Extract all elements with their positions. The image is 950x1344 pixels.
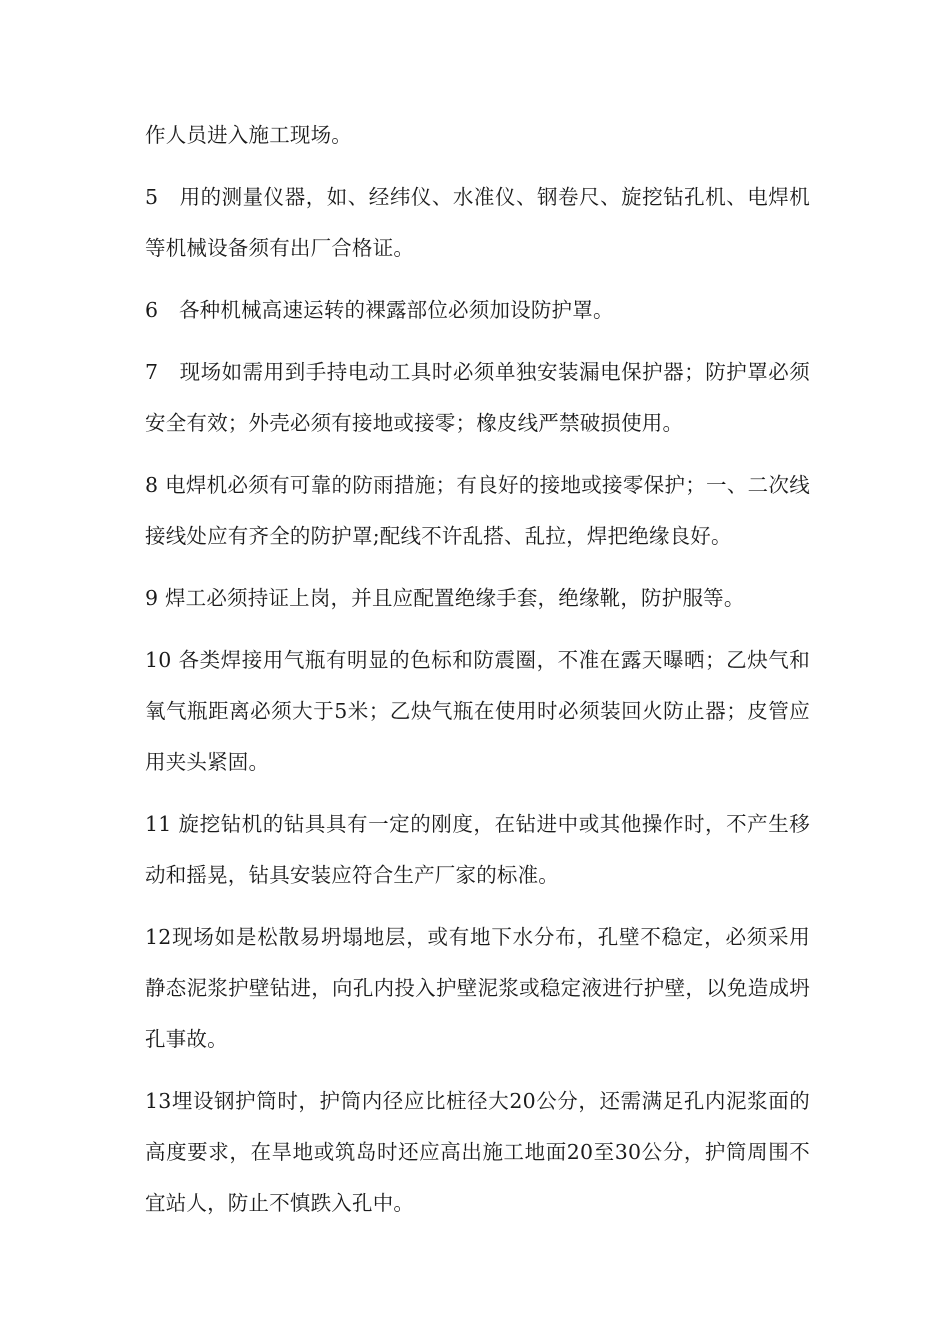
paragraph-item-10: 10 各类焊接用气瓶有明显的色标和防震圈，不准在露天曝晒；乙炔气和氧气瓶距离必须大于5米；乙炔气瓶在使用时必须装回火防止器；皮管应用夹头紧固。 [145, 648, 810, 774]
paragraph-item-12: 12现场如是松散易坍塌地层，或有地下水分布，孔壁不稳定，必须采用静态泥浆护壁钻进，向孔内投入护壁泥浆或稳定液进行护壁，以免造成坍孔事故。 [145, 925, 810, 1051]
paragraph-item-7: 7 现场如需用到手持电动工具时必须单独安装漏电保护器；防护罩必须安全有效；外壳必须有接地或接零；橡皮线严禁破损使用。 [145, 360, 810, 435]
paragraph-item-5: 5 用的测量仪器，如、经纬仪、水准仪、钢卷尺、旋挖钻孔机、电焊机等机械设备须有出厂合格证。 [145, 185, 810, 260]
paragraph-item-9: 9 焊工必须持证上岗，并且应配置绝缘手套，绝缘靴，防护服等。 [145, 586, 745, 610]
paragraph-item-11: 11 旋挖钻机的钻具具有一定的刚度，在钻进中或其他操作时，不产生移动和摇晃，钻具安装应符合生产厂家的标准。 [145, 812, 810, 887]
document-body [145, 110, 810, 1240]
paragraph-continuation: 作人员进入施工现场。 [145, 123, 352, 147]
paragraph-item-8: 8 电焊机必须有可靠的防雨措施；有良好的接地或接零保护；一、二次线接线处应有齐全的防护罩;配线不许乱搭、乱拉，焊把绝缘良好。 [145, 473, 810, 548]
paragraph-item-6: 6 各种机械高速运转的裸露部位必须加设防护罩。 [145, 298, 614, 322]
paragraph-item-13: 13埋设钢护筒时，护筒内径应比桩径大20公分，还需满足孔内泥浆面的高度要求，在旱地或筑岛时还应高出施工地面20至30公分，护筒周围不宜站人，防止不慎跌入孔中。 [145, 1089, 810, 1215]
